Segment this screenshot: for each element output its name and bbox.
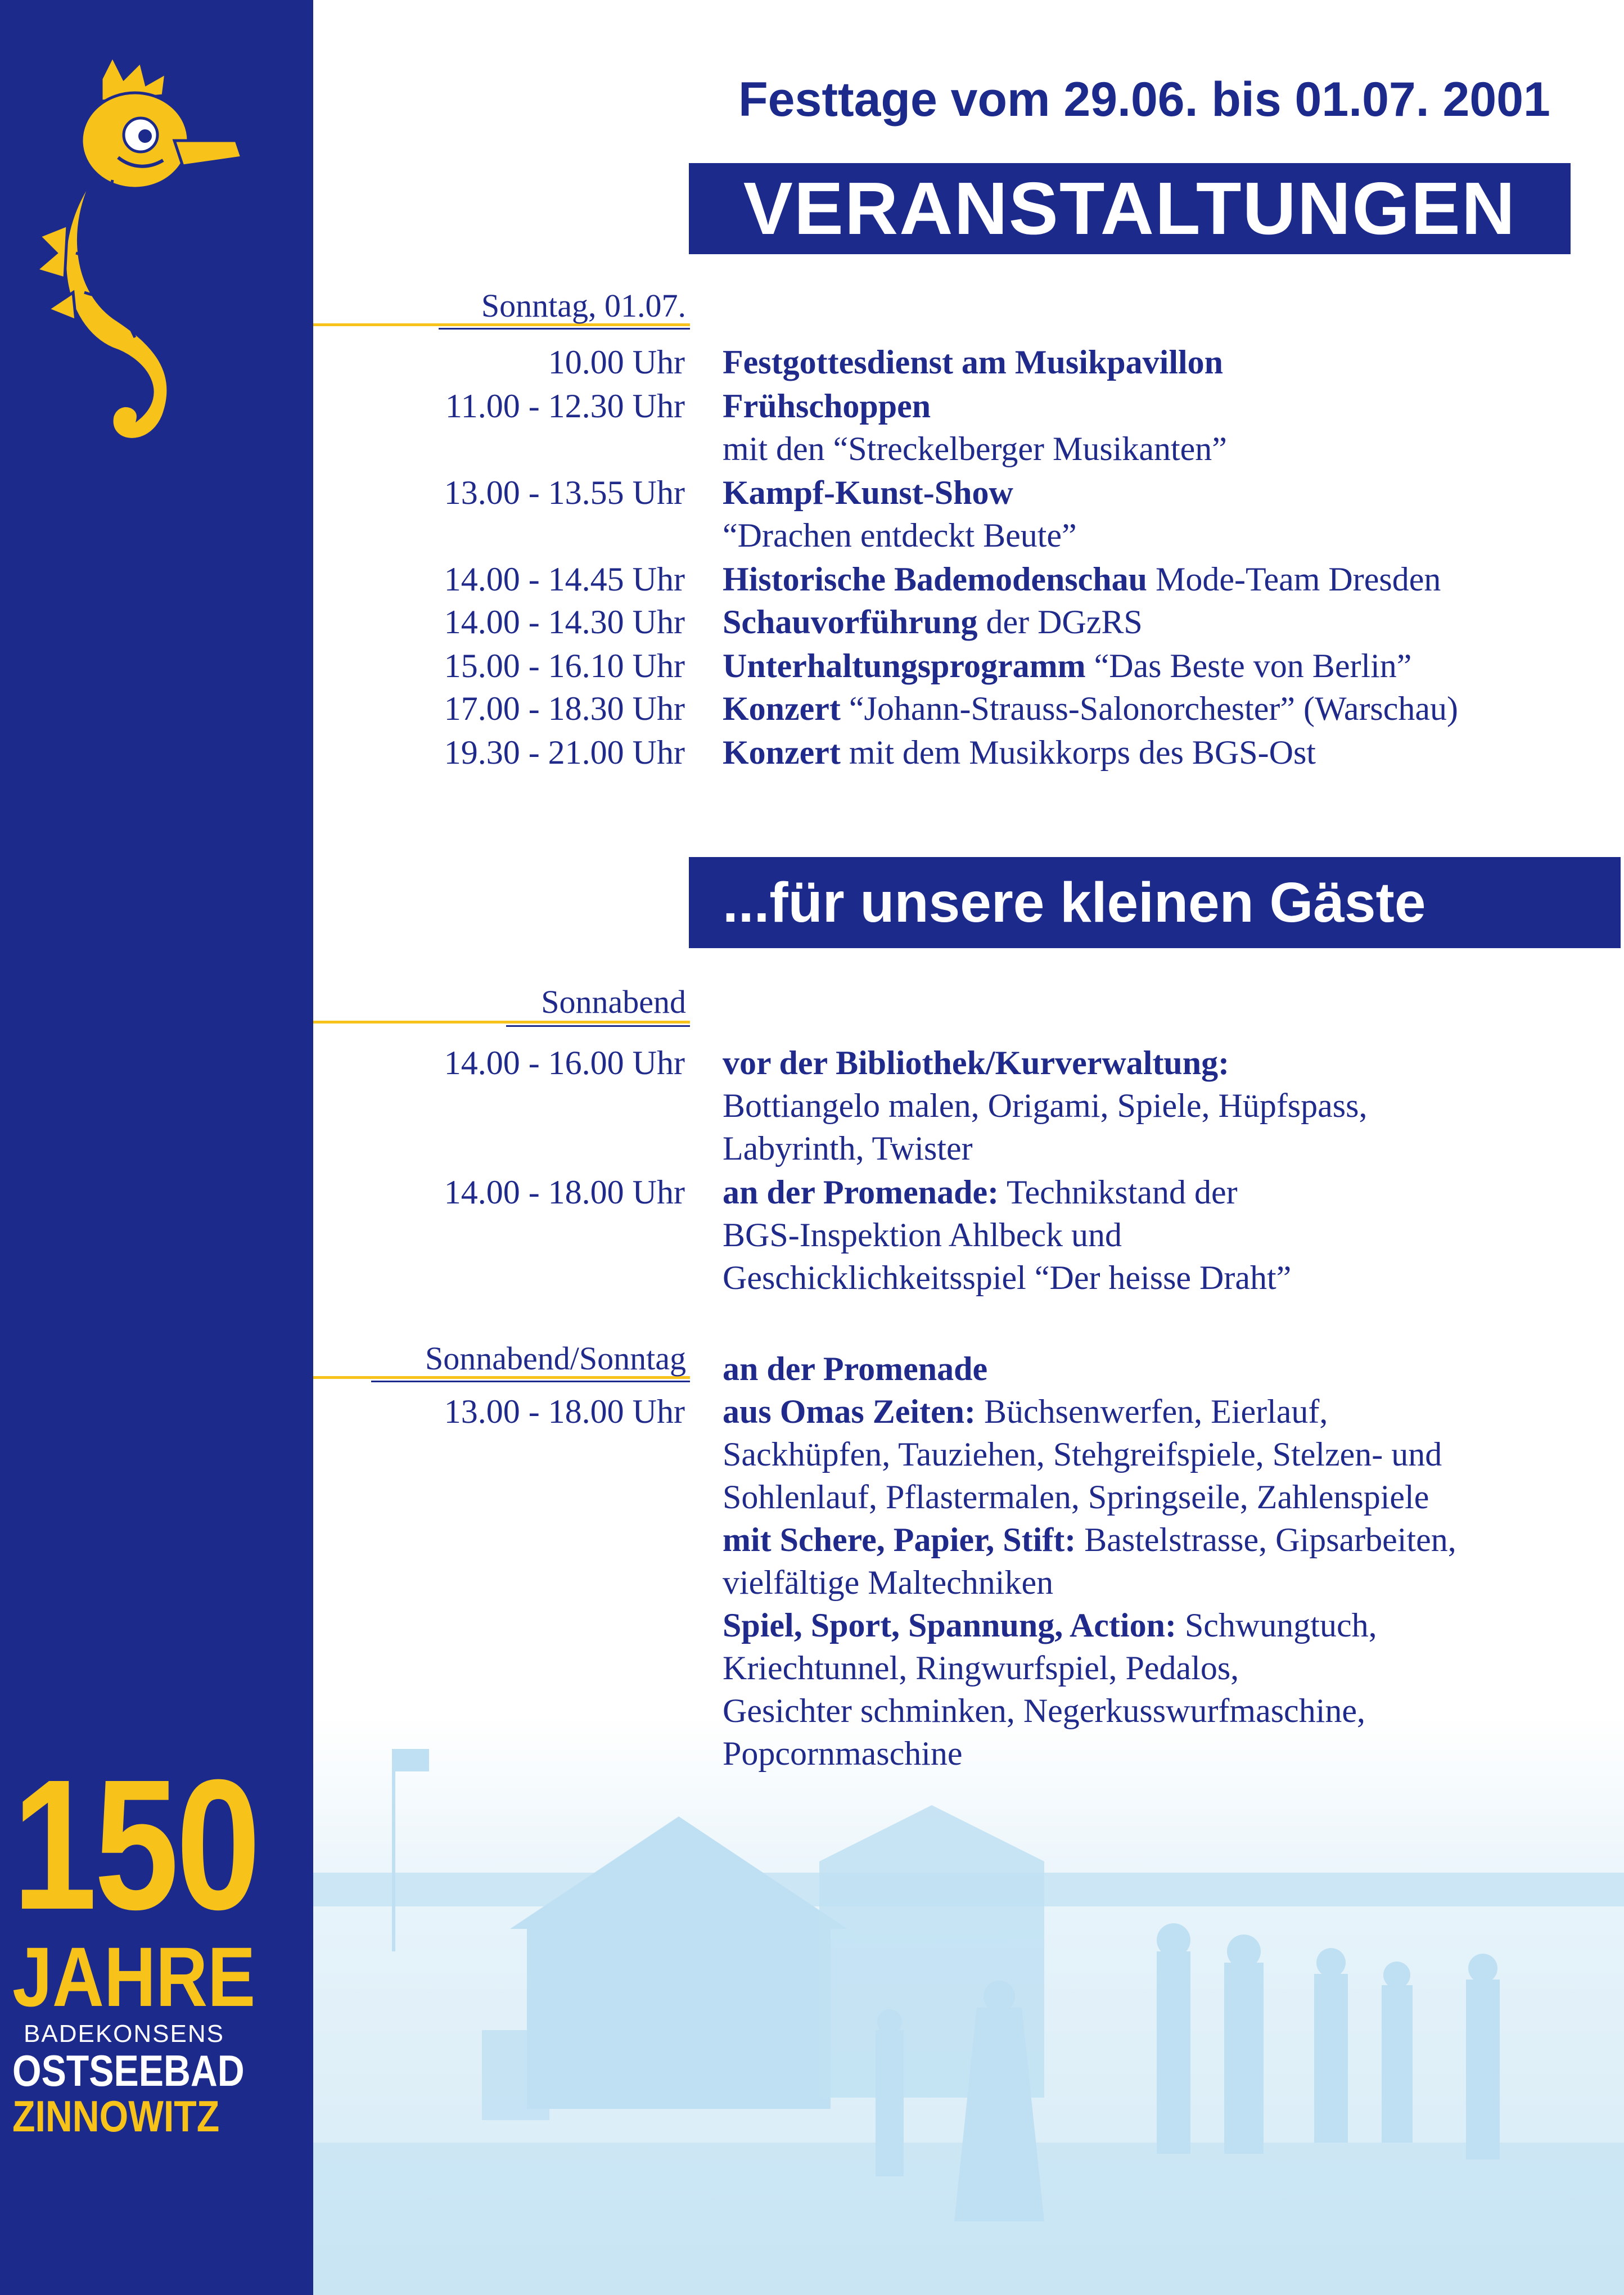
- event-description: [723, 427, 1227, 470]
- anniversary-ostseebad: OSTSEEBAD: [12, 2046, 245, 2095]
- seahorse-logo-icon: [34, 56, 247, 461]
- block1-title: [723, 1041, 1229, 1084]
- event-description: [723, 644, 1411, 687]
- event-title: Schauvorführung: [723, 603, 978, 641]
- sidebar: [0, 0, 313, 2295]
- banner-veranstaltungen: VERANSTALTUNGEN: [689, 163, 1571, 254]
- spiel-title: Spiel, Sport, Spannung, Action:: [723, 1607, 1176, 1644]
- sonnabend-heading: Sonnabend: [541, 984, 686, 1020]
- event-description: [723, 385, 931, 427]
- event-title: Historische Bademodenschau: [723, 561, 1148, 598]
- event-title: Konzert: [723, 734, 841, 771]
- event-title: Frühschoppen: [723, 387, 931, 425]
- block3-title: [723, 1347, 987, 1390]
- anniversary-number: 150: [12, 1741, 258, 1948]
- event-title: Kampf-Kunst-Show: [723, 474, 1013, 511]
- anniversary-badekonsens: BADEKONSENS: [24, 2020, 224, 2048]
- block3-title-text: an der Promenade: [723, 1350, 988, 1387]
- event-title: Unterhaltungsprogramm: [723, 647, 1086, 684]
- block1-time: 14.00 - 16.00 Uhr: [444, 1044, 685, 1081]
- spiel-line2: Kriechtunnel, Ringwurfspiel, Pedalos,: [723, 1649, 1239, 1687]
- banner-kleine-gaeste: ...für unsere kleinen Gäste: [689, 857, 1621, 948]
- omas-line2: Sackhüpfen, Tauziehen, Stehgreifspiele, Stelzen- und: [723, 1436, 1442, 1473]
- event-detail: “Johann-Strauss-Salonorchester” (Warschau): [840, 690, 1459, 727]
- event-time: 19.30 - 21.00 Uhr: [444, 734, 685, 771]
- block1-line3: Labyrinth, Twister: [723, 1130, 973, 1167]
- event-description: [723, 731, 1316, 774]
- festtage-title: Festtage vom 29.06. bis 01.07. 2001: [738, 73, 1550, 127]
- omas-rest: Büchsenwerfen, Eierlauf,: [976, 1393, 1328, 1430]
- event-time: 15.00 - 16.10 Uhr: [444, 647, 685, 684]
- block2-time: 14.00 - 18.00 Uhr: [444, 1174, 685, 1211]
- event-time: 13.00 - 13.55 Uhr: [444, 474, 685, 511]
- event-description: [723, 514, 1077, 557]
- event-description: [723, 687, 1458, 730]
- omas-line1: [723, 1390, 1328, 1433]
- spiel-line3: Gesichter schminken, Negerkusswurfmaschine,: [723, 1692, 1365, 1729]
- event-time: 14.00 - 14.30 Uhr: [444, 603, 685, 641]
- event-title: Festgottesdienst am Musikpavillon: [723, 344, 1224, 381]
- omas-title: aus Omas Zeiten:: [723, 1393, 976, 1430]
- block2-line2: BGS-Inspektion Ahlbeck und: [723, 1216, 1122, 1254]
- schere-line2: vielfältige Maltechniken: [723, 1564, 1054, 1601]
- spiel-rest: Schwungtuch,: [1176, 1607, 1377, 1644]
- event-time: 10.00 Uhr: [548, 344, 685, 381]
- event-description: [723, 341, 1223, 384]
- event-detail: mit dem Musikkorps des BGS-Ost: [840, 734, 1316, 771]
- event-time: 11.00 - 12.30 Uhr: [445, 387, 685, 425]
- event-description: [723, 601, 1143, 643]
- spiel-line1: [723, 1604, 1377, 1647]
- anniversary-block: [12, 1741, 305, 2141]
- block1-title-text: vor der Bibliothek/Kurverwaltung:: [723, 1044, 1230, 1081]
- sonnabend-heading-rule: [506, 1025, 690, 1027]
- event-detail: mit den “Streckelberger Musikanten”: [723, 430, 1227, 467]
- block3-time: 13.00 - 18.00 Uhr: [444, 1393, 685, 1430]
- anniversary-zinnowitz: ZINNOWITZ: [12, 2091, 220, 2141]
- event-time: 17.00 - 18.30 Uhr: [444, 690, 685, 727]
- block2-rest: Technikstand der: [999, 1174, 1238, 1211]
- event-detail: Mode-Team Dresden: [1147, 561, 1441, 598]
- anniversary-jahre: JAHRE: [12, 1929, 256, 2024]
- block2-line3: Geschicklichkeitsspiel “Der heisse Draht”: [723, 1259, 1292, 1296]
- event-description: [723, 471, 1013, 514]
- block1-line2: Bottiangelo malen, Origami, Spiele, Hüpfspass,: [723, 1087, 1368, 1124]
- event-detail: “Drachen entdeckt Beute”: [723, 517, 1077, 554]
- block2-title: [723, 1171, 1238, 1214]
- weekend-heading-rule: [371, 1381, 690, 1382]
- sunday-heading: Sonntag, 01.07.: [481, 287, 686, 324]
- historic-pier-photo: [313, 1715, 1624, 2295]
- schere-line1: [723, 1518, 1456, 1561]
- event-description: [723, 558, 1441, 601]
- event-title: Konzert: [723, 690, 841, 727]
- event-detail: der DGzRS: [977, 603, 1143, 641]
- sonnabend-heading-underline: [313, 1021, 690, 1023]
- omas-line3: Sohlenlauf, Pflastermalen, Springseile, Zahlenspiele: [723, 1478, 1429, 1516]
- spiel-line4: Popcornmaschine: [723, 1735, 963, 1772]
- schere-rest: Bastelstrasse, Gipsarbeiten,: [1076, 1521, 1456, 1558]
- sunday-heading-rule: [439, 328, 690, 330]
- weekend-heading: Sonnabend/Sonntag: [425, 1340, 686, 1377]
- schere-title: mit Schere, Papier, Stift:: [723, 1521, 1076, 1558]
- event-detail: “Das Beste von Berlin”: [1085, 647, 1412, 684]
- block2-title-text: an der Promenade:: [723, 1174, 999, 1211]
- event-time: 14.00 - 14.45 Uhr: [444, 561, 685, 598]
